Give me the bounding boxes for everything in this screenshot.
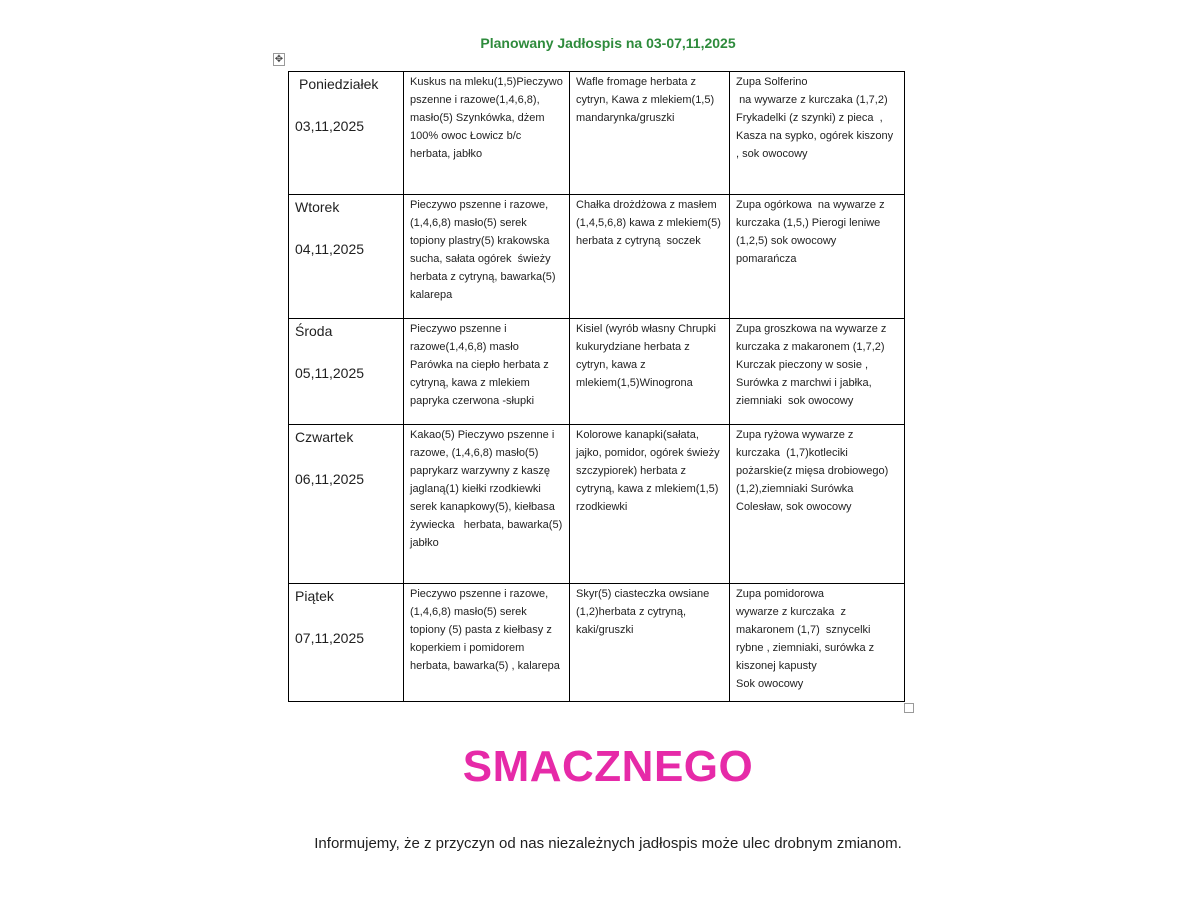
lunch-cell xyxy=(730,72,905,195)
second-breakfast-cell xyxy=(570,584,730,702)
second-breakfast-text: Kisiel (wyrób własny Chrupki kukurydziane herbata z cytryn, kawa z mlekiem(1,5)Winogrona xyxy=(576,323,720,389)
day-name: Środa xyxy=(295,323,333,339)
day-name: Poniedziałek xyxy=(299,76,379,92)
lunch-text: Zupa groszkowa na wywarze z kurczaka z makaronem (1,7,2) Kurczak pieczony w sosie , Surówka z marchwi i jabłka, ziemniaki sok owocowy xyxy=(736,323,890,407)
document-title: Planowany Jadłospis na 03-07,11,2025 xyxy=(480,35,736,51)
table-row xyxy=(289,584,905,702)
day-cell xyxy=(289,72,404,195)
notice-text: Informujemy, że z przyczyn od nas niezależnych jadłospis może ulec drobnym zmianom. xyxy=(314,835,902,852)
second-breakfast-text: Skyr(5) ciasteczka owsiane (1,2)herbata z cytryną, kaki/gruszki xyxy=(576,588,713,636)
second-breakfast-text: Kolorowe kanapki(sałata, jajko, pomidor, ogórek świeży szczypiorek) herbata z cytryną, kawa z mlekiem(1,5) rzodkiewki xyxy=(576,429,723,513)
breakfast-text: Pieczywo pszenne i razowe, (1,4,6,8) masło(5) serek topiony (5) pasta z kiełbasy z koperkiem i pomidorem herbata, bawarka(5) , kalarepa xyxy=(410,588,560,672)
footer-heading: SMACZNEGO xyxy=(462,742,754,791)
day-date: 06,11,2025 xyxy=(295,471,365,487)
menu-table xyxy=(288,71,905,702)
lunch-text: Zupa Solferino na wywarze z kurczaka (1,7,2) Frykadelki (z szynki) z pieca , Kasza na sypko, ogórek kiszony , sok owocowy xyxy=(736,76,894,160)
move-icon: ✥ xyxy=(274,54,284,65)
day-date: 03,11,2025 xyxy=(295,118,365,134)
breakfast-text: Kuskus na mleku(1,5)Pieczywo pszenne i razowe(1,4,6,8), masło(5) Szynkówka, dżem 100% owoc Łowicz b/c herbata, jabłko xyxy=(410,76,566,160)
breakfast-cell xyxy=(404,584,570,702)
day-cell xyxy=(289,584,404,702)
table-resize-handle[interactable] xyxy=(904,703,914,713)
lunch-cell xyxy=(730,425,905,584)
day-name: Wtorek xyxy=(295,199,340,215)
day-cell xyxy=(289,195,404,319)
breakfast-cell xyxy=(404,319,570,425)
second-breakfast-text: Wafle fromage herbata z cytryn, Kawa z mlekiem(1,5) mandarynka/gruszki xyxy=(576,76,718,124)
day-date: 05,11,2025 xyxy=(295,365,365,381)
breakfast-text: Kakao(5) Pieczywo pszenne i razowe, (1,4,6,8) masło(5) paprykarz warzywny z kaszę jaglaną(1) kiełki rzodkiewki serek kanapkowy(5), kiełbasa żywiecka herbata, bawarka(5) jabłko xyxy=(410,429,566,549)
lunch-text: Zupa pomidorowa wywarze z kurczaka z makaronem (1,7) sznycelki rybne , ziemniaki, surówka z kiszonej kapusty Sok owocowy xyxy=(736,588,875,690)
second-breakfast-cell xyxy=(570,72,730,195)
table-row xyxy=(289,425,905,584)
lunch-text: Zupa ryżowa wywarze z kurczaka (1,7)kotleciki pożarskie(z mięsa drobiowego)(1,2),ziemniaki Surówka Colesław, sok owocowy xyxy=(736,429,889,513)
lunch-text: Zupa ogórkowa na wywarze z kurczaka (1,5,) Pierogi leniwe (1,2,5) sok owocowy pomarańcza xyxy=(736,199,888,265)
lunch-cell xyxy=(730,584,905,702)
table-row xyxy=(289,319,905,425)
day-name: Czwartek xyxy=(295,429,354,445)
breakfast-cell xyxy=(404,195,570,319)
day-date: 04,11,2025 xyxy=(295,241,365,257)
breakfast-text: Pieczywo pszenne i razowe(1,4,6,8) masło Parówka na ciepło herbata z cytryną, kawa z mlekiem papryka czerwona -słupki xyxy=(410,323,552,407)
breakfast-cell xyxy=(404,72,570,195)
table-row xyxy=(289,195,905,319)
lunch-cell xyxy=(730,195,905,319)
second-breakfast-text: Chałka drożdżowa z masłem (1,4,5,6,8) kawa z mlekiem(5) herbata z cytryną soczek xyxy=(576,199,724,247)
second-breakfast-cell xyxy=(570,319,730,425)
lunch-cell xyxy=(730,319,905,425)
breakfast-text: Pieczywo pszenne i razowe, (1,4,6,8) masło(5) serek topiony plastry(5) krakowska sucha, sałata ogórek świeży herbata z cytryną, bawarka(5) kalarepa xyxy=(410,199,559,301)
breakfast-cell xyxy=(404,425,570,584)
day-cell xyxy=(289,319,404,425)
day-name: Piątek xyxy=(295,588,334,604)
second-breakfast-cell xyxy=(570,425,730,584)
day-date: 07,11,2025 xyxy=(295,630,365,646)
second-breakfast-cell xyxy=(570,195,730,319)
table-row xyxy=(289,72,905,195)
table-move-handle[interactable] xyxy=(273,53,285,66)
day-cell xyxy=(289,425,404,584)
